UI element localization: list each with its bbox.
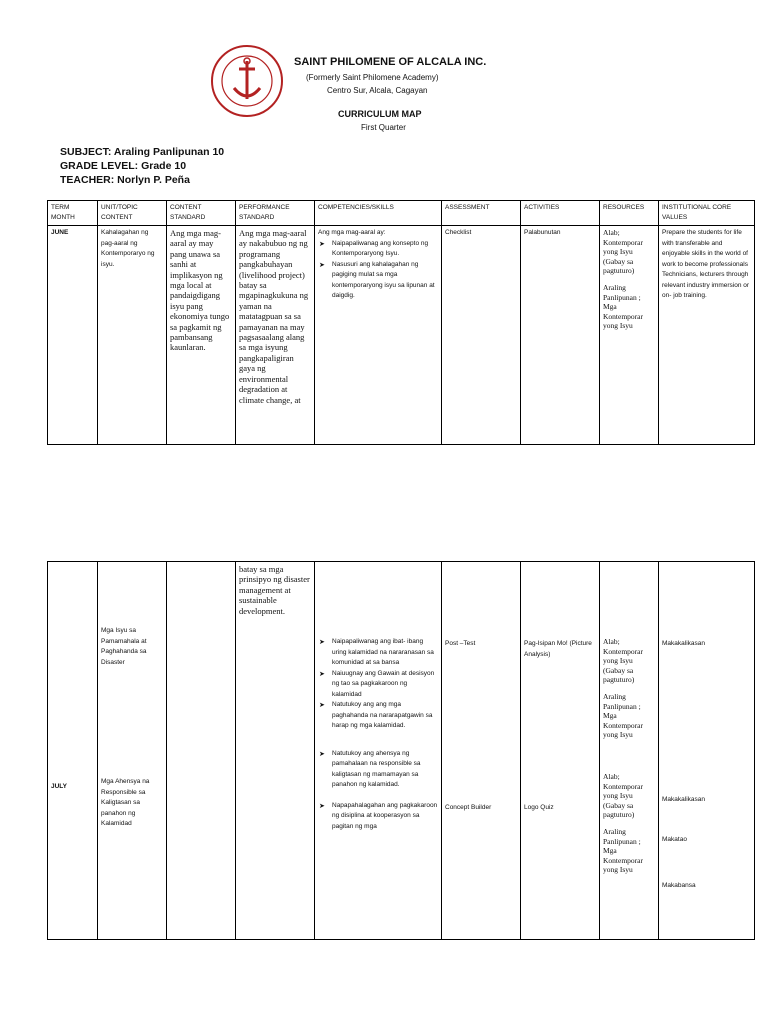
july-resource-a1: Alab; Kontemporar yong Isyu (Gabay sa pagtuturo) [603,637,643,685]
june-performance-standard: Ang mga mag-aaral ay nakabubuo ng ng programang pangkabuhayan (livelihood project) batay sa mgapinagkukuna ng yaman na matatagpuan sa sa pamayanan na may pagsasaalang alang sa mga isyung pangkapaligiran gaya ng environmental degradation at climate change, at [236,226,315,445]
july-core-values-cell [659,562,755,940]
july-activities-cell [521,562,600,940]
june-resource-1: Alab; Kontemporar yong Isyu (Gabay sa pagtuturo) [603,228,643,276]
june-month: JUNE [48,226,98,445]
july-topic-1: Mga Isyu sa Pamamahala at Paghahanda sa Disaster [101,627,147,666]
june-competency-item: ➤ Nasusuri ang kahalagahan ng pagiging mulat sa mga kontemporaryong isyu sa lipunan at daigdig. [318,260,438,302]
subject-line: SUBJECT: Araling Panlipunan 10 [60,146,225,158]
july-competency-item: ➤ Naipapaliwanag ang ibat- ibang uring kalamidad na nararanasan sa komunidad at sa bansa [318,637,438,669]
june-content-standard: Ang mga mag-aaral ay may pang unawa sa sanhi at implikasyon ng mga local at pandaigdigang isyu pang ekonomiya tungo sa pagkamit ng pambansang kaunlaran. [167,226,236,445]
july-assessment-2: Concept Builder [445,803,492,811]
july-resource-b2: Araling Panlipunan ; Mga Kontemporar yong Isyu [603,826,643,875]
curriculum-table-july [47,561,755,940]
header-unit-topic: UNIT/TOPIC CONTENT [98,201,167,226]
header-assessment: ASSESSMENT [442,201,521,226]
july-competency-item: ➤ Natutukoy ang ahensya ng pamahalaan na responsible sa kaligtasan ng mamamayan sa panahon ng kalamidad. [318,749,438,791]
june-resources [600,226,659,445]
document-quarter: First Quarter [361,123,406,132]
july-resources-cell [600,562,659,940]
teacher-line: TEACHER: Norlyn P. Peña [60,174,190,186]
june-topic: Kahalagahan ng pag-aaral ng Kontemporaryo ng isyu. [98,226,167,445]
july-performance-cell [236,562,315,940]
june-competencies [315,226,442,445]
school-address: Centro Sur, Alcala, Cagayan [327,86,428,95]
july-resource-b1: Alab; Kontemporar yong Isyu (Gabay sa pagtuturo) [603,771,643,820]
july-competency-item: ➤ Napapahalagahan ang pagkakaroon ng disiplina at kooperasyon sa pagitan ng mga [318,801,438,833]
july-topic-cell [98,562,167,940]
header-performance-standard: PERFORMANCE STANDARD [236,201,315,226]
july-competency-item: ➤ Natutukoy ang ang mga paghahanda na nararapatgawin sa harap ng mga kalamidad. [318,700,438,732]
july-value-4: Makabansa [662,881,696,889]
curriculum-table-june [47,200,755,445]
july-performance-continued: batay sa mga prinsipyo ng disaster management at sustainable development. [239,564,310,616]
july-value-1: Makakalikasan [662,640,705,647]
july-resource-a2: Araling Panlipunan ; Mga Kontemporar yong Isyu [603,691,643,740]
table-row-june [48,226,755,445]
header-content-standard: CONTENT STANDARD [167,201,236,226]
july-activities-2: Logo Quiz [524,804,554,811]
june-competencies-intro: Ang mga mag-aaral ay: [318,229,386,236]
july-activities-1: Pag-Isipan Mo! (Picture Analysis) [524,640,592,658]
header-competencies: COMPETENCIES/SKILLS [315,201,442,226]
july-competencies-group-1 [318,637,438,732]
june-assessment: Checklist [442,226,521,445]
july-competencies-cell [315,562,442,940]
header-term-month: TERM MONTH [48,201,98,226]
header-core-values: INSTITUTIONAL CORE VALUES [659,201,755,226]
june-activities: Palabunutan [521,226,600,445]
july-assessment-1: Post –Test [445,640,476,647]
header-activities: ACTIVITIES [521,201,600,226]
school-name: SAINT PHILOMENE OF ALCALA INC. [294,56,487,68]
document-title: CURRICULUM MAP [338,109,422,119]
june-resource-2: Araling Panlipunan ; Mga Kontemporar yong Isyu [603,282,643,331]
july-value-2: Makakalikasan [662,795,705,803]
school-former-name: (Formerly Saint Philomene Academy) [306,73,439,82]
july-topic-2: Mga Ahensya na Responsible sa Kaligtasan sa panahon ng Kalamidad [101,778,150,827]
grade-level-line: GRADE LEVEL: Grade 10 [60,160,187,172]
table-header-row [48,201,755,226]
july-competency-item: ➤ Naiuugnay ang Gawain at desisyon ng tao sa pagkakaroon ng kalamidad [318,669,438,701]
july-month-cell [48,562,98,940]
july-month: JULY [51,783,68,790]
july-value-3: Makatao [662,836,687,843]
school-logo [210,44,284,118]
july-assessment-cell [442,562,521,940]
june-competency-item: ➤ Naipapaliwanag ang konsepto ng Kontemporaryong Isyu. [318,239,438,260]
june-core-values: Prepare the students for life with transferable and enjoyable skills in the world of work to become professionals Technicians, lecturers through relevant industry immersion or on- job training. [659,226,755,445]
july-content-standard [167,562,236,940]
table-row-july [48,562,755,940]
header-resources: RESOURCES [600,201,659,226]
july-competencies-group-2 [318,749,438,833]
